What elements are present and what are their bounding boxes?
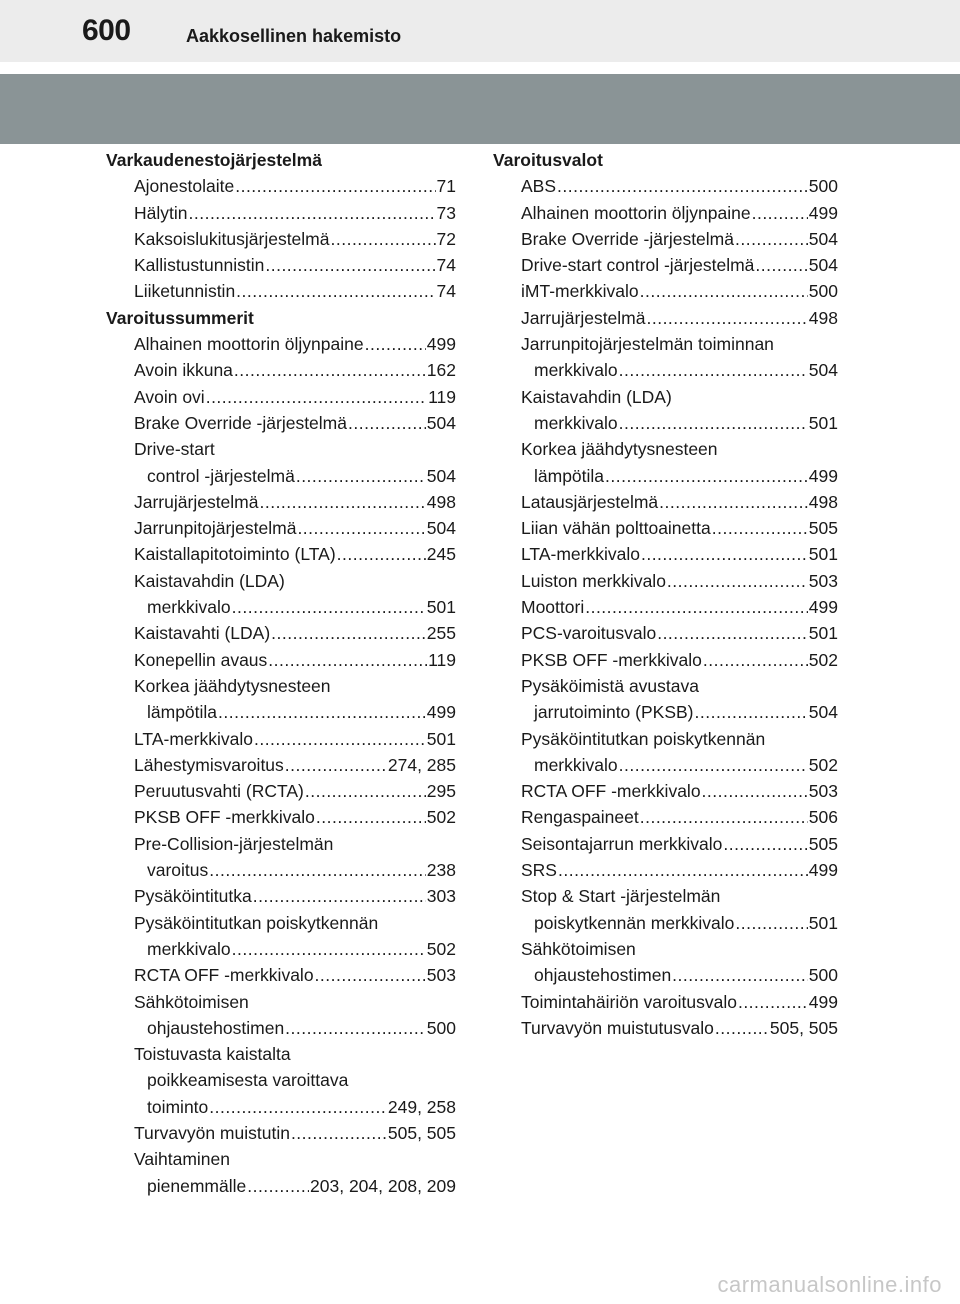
entry-text: LTA-merkkivalo xyxy=(134,728,253,749)
leader-dots xyxy=(640,804,808,830)
index-entry xyxy=(493,357,838,383)
page-reference: 74 xyxy=(436,281,456,302)
index-entry xyxy=(106,173,456,199)
page-reference: 502 xyxy=(808,754,838,775)
leader-dots xyxy=(247,1173,309,1199)
page-reference: 503 xyxy=(808,570,838,591)
entry-text: jarrutoiminto (PKSB) xyxy=(534,702,694,723)
index-entry xyxy=(106,515,456,541)
entry-text: Rengaspaineet xyxy=(521,807,639,828)
leader-dots xyxy=(209,857,426,883)
page-reference: 274, 285 xyxy=(387,754,456,775)
entry-text: Avoin ovi xyxy=(134,386,205,407)
leader-dots xyxy=(206,384,427,410)
entry-text: Luiston merkkivalo xyxy=(521,570,666,591)
leader-dots xyxy=(641,541,808,567)
page-reference: 498 xyxy=(808,491,838,512)
entry-text: Lähestymisvaroitus xyxy=(134,754,284,775)
section-title: Aakkosellinen hakemisto xyxy=(186,26,402,46)
leader-dots xyxy=(619,410,808,436)
index-entry xyxy=(493,620,838,646)
index-entry xyxy=(106,620,456,646)
entry-text: Kallistustunnistin xyxy=(134,255,265,276)
index-heading xyxy=(493,147,838,173)
entry-text: poikkeamisesta varoittava xyxy=(147,1070,349,1091)
page-reference: 295 xyxy=(426,781,456,802)
index-entry xyxy=(493,910,838,936)
entry-text: Pysäköintitutkan poiskytkennän xyxy=(134,912,379,933)
leader-dots xyxy=(365,331,426,357)
leader-dots xyxy=(297,515,425,541)
index-entry xyxy=(106,883,456,909)
index-entry-continuation xyxy=(106,568,456,594)
index-entry-continuation xyxy=(106,1067,456,1093)
entry-text: Brake Override -järjestelmä xyxy=(134,412,347,433)
entry-text: Korkea jäähdytysnesteen xyxy=(521,439,718,460)
index-entry xyxy=(106,804,456,830)
leader-dots xyxy=(703,647,808,673)
page-reference: 504 xyxy=(808,702,838,723)
index-column-right xyxy=(493,147,838,1041)
page-reference: 502 xyxy=(808,649,838,670)
index-entry xyxy=(106,936,456,962)
entry-text: merkkivalo xyxy=(534,412,618,433)
index-entry xyxy=(106,541,456,567)
leader-dots xyxy=(619,752,808,778)
index-entry xyxy=(493,1015,838,1041)
entry-text: PKSB OFF -merkkivalo xyxy=(134,807,315,828)
entry-text: merkkivalo xyxy=(534,360,618,381)
leader-dots xyxy=(695,699,808,725)
page-reference: 498 xyxy=(426,491,456,512)
entry-text: Moottori xyxy=(521,597,585,618)
index-entry-continuation xyxy=(106,673,456,699)
entry-text: Latausjärjestelmä xyxy=(521,491,659,512)
entry-text: ohjaustehostimen xyxy=(147,1017,285,1038)
index-entry xyxy=(493,804,838,830)
page-reference: 504 xyxy=(426,518,456,539)
leader-dots xyxy=(296,463,426,489)
index-entry xyxy=(106,726,456,752)
page-reference: 500 xyxy=(426,1017,456,1038)
index-entry-continuation xyxy=(106,1146,456,1172)
index-entry-continuation xyxy=(106,989,456,1015)
leader-dots xyxy=(672,962,808,988)
leader-dots xyxy=(268,647,427,673)
leader-dots xyxy=(285,1015,426,1041)
leader-dots xyxy=(712,515,808,541)
entry-text: lämpötila xyxy=(534,465,605,486)
page-reference: 72 xyxy=(436,228,456,249)
leader-dots xyxy=(755,252,807,278)
leader-dots xyxy=(735,910,807,936)
index-entry xyxy=(493,778,838,804)
leader-dots xyxy=(209,1094,387,1120)
page-reference: 499 xyxy=(808,465,838,486)
page-reference: 255 xyxy=(426,623,456,644)
page-reference: 501 xyxy=(808,412,838,433)
entry-text: Stop & Start -järjestelmän xyxy=(521,886,721,907)
index-entry-continuation xyxy=(493,331,838,357)
index-entry xyxy=(106,252,456,278)
leader-dots xyxy=(557,173,808,199)
page-reference: 499 xyxy=(808,597,838,618)
leader-dots xyxy=(316,804,426,830)
entry-text: Kaistavahti (LDA) xyxy=(134,623,271,644)
index-entry-continuation xyxy=(493,673,838,699)
index-entry xyxy=(106,410,456,436)
header-band xyxy=(0,74,960,144)
leader-dots xyxy=(640,278,808,304)
entry-text: merkkivalo xyxy=(147,938,231,959)
page-reference: 504 xyxy=(808,360,838,381)
leader-dots xyxy=(752,200,808,226)
watermark: carmanualsonline.info xyxy=(717,1272,942,1297)
index-entry xyxy=(106,778,456,804)
entry-text: Turvavyön muistutin xyxy=(134,1122,290,1143)
index-entry-continuation xyxy=(493,936,838,962)
index-entry xyxy=(106,1120,456,1146)
index-entry xyxy=(106,489,456,515)
leader-dots xyxy=(657,620,808,646)
index-entry xyxy=(493,989,838,1015)
leader-dots xyxy=(285,752,387,778)
page-reference: 502 xyxy=(426,807,456,828)
index-entry xyxy=(493,278,838,304)
page-header xyxy=(0,0,960,62)
page-reference: 73 xyxy=(436,202,456,223)
index-entry xyxy=(493,568,838,594)
index-entry xyxy=(493,252,838,278)
index-entry-continuation xyxy=(106,910,456,936)
entry-text: Alhainen moottorin öljynpaine xyxy=(134,334,364,355)
index-entry xyxy=(106,278,456,304)
entry-text: Korkea jäähdytysnesteen xyxy=(134,675,331,696)
entry-text: Ajonestolaite xyxy=(134,176,235,197)
index-entry xyxy=(106,857,456,883)
page-reference: 238 xyxy=(426,860,456,881)
leader-dots xyxy=(715,1015,769,1041)
leader-dots xyxy=(291,1120,387,1146)
index-entry xyxy=(106,1173,456,1199)
entry-text: varoitus xyxy=(147,860,209,881)
entry-text: SRS xyxy=(521,860,557,881)
page-reference: 500 xyxy=(808,176,838,197)
leader-dots xyxy=(259,489,425,515)
entry-text: Pysäköintitutka xyxy=(134,886,252,907)
index-entry xyxy=(493,594,838,620)
entry-text: PCS-varoitusvalo xyxy=(521,623,657,644)
leader-dots xyxy=(659,489,808,515)
index-heading xyxy=(106,147,456,173)
index-entry xyxy=(106,384,456,410)
entry-text: merkkivalo xyxy=(534,754,618,775)
page-reference: 501 xyxy=(808,544,838,565)
index-entry xyxy=(106,357,456,383)
page-reference: 499 xyxy=(808,860,838,881)
entry-text: Brake Override -järjestelmä xyxy=(521,228,734,249)
entry-text: iMT-merkkivalo xyxy=(521,281,639,302)
leader-dots xyxy=(254,726,426,752)
entry-text: Pysäköimistä avustava xyxy=(521,675,699,696)
leader-dots xyxy=(702,778,808,804)
entry-text: Alhainen moottorin öljynpaine xyxy=(521,202,751,223)
page-reference: 501 xyxy=(426,728,456,749)
leader-dots xyxy=(723,831,807,857)
index-entry xyxy=(106,1094,456,1120)
index-entry xyxy=(106,331,456,357)
leader-dots xyxy=(605,463,808,489)
page-reference: 499 xyxy=(426,702,456,723)
entry-text: Vaihtaminen xyxy=(134,1149,230,1170)
entry-text: LTA-merkkivalo xyxy=(521,544,640,565)
index-entry-continuation xyxy=(493,384,838,410)
page-reference: 303 xyxy=(426,886,456,907)
index-entry xyxy=(106,226,456,252)
entry-text: RCTA OFF -merkkivalo xyxy=(134,965,314,986)
leader-dots xyxy=(305,778,426,804)
entry-text: Drive-start xyxy=(134,439,215,460)
entry-text: Pysäköintitutkan poiskytkennän xyxy=(521,728,766,749)
index-entry xyxy=(493,226,838,252)
entry-text: Kaksoislukitusjärjestelmä xyxy=(134,228,330,249)
page-reference: 74 xyxy=(436,255,456,276)
index-entry xyxy=(493,515,838,541)
entry-text: ABS xyxy=(521,176,557,197)
page-reference: 505, 505 xyxy=(769,1017,838,1038)
index-entry xyxy=(493,541,838,567)
entry-text: RCTA OFF -merkkivalo xyxy=(521,781,701,802)
page-reference: 245 xyxy=(426,544,456,565)
page-reference: 501 xyxy=(808,623,838,644)
page-reference: 505, 505 xyxy=(387,1122,456,1143)
page-reference: 499 xyxy=(808,202,838,223)
entry-text: Drive-start control -järjestelmä xyxy=(521,255,755,276)
leader-dots xyxy=(667,568,808,594)
index-entry xyxy=(106,699,456,725)
page-number: 600 xyxy=(82,14,131,47)
page-reference: 504 xyxy=(808,255,838,276)
leader-dots xyxy=(558,857,808,883)
entry-text: Sähkötoimisen xyxy=(134,991,249,1012)
entry-text: Hälytin xyxy=(134,202,188,223)
leader-dots xyxy=(337,541,426,567)
page-reference: 506 xyxy=(808,807,838,828)
page-reference: 503 xyxy=(808,781,838,802)
entry-text: Kaistallapitotoiminto (LTA) xyxy=(134,544,336,565)
leader-dots xyxy=(348,410,426,436)
leader-dots xyxy=(234,357,426,383)
index-entry xyxy=(493,305,838,331)
page-reference: 504 xyxy=(808,228,838,249)
leader-dots xyxy=(236,278,435,304)
leader-dots xyxy=(619,357,808,383)
leader-dots xyxy=(646,305,807,331)
entry-text: Varoitusvalot xyxy=(493,150,603,170)
index-entry xyxy=(106,200,456,226)
page-reference: 499 xyxy=(426,334,456,355)
page-reference: 502 xyxy=(426,938,456,959)
entry-text: toiminto xyxy=(147,1096,209,1117)
entry-text: Liiketunnistin xyxy=(134,281,236,302)
index-entry xyxy=(493,857,838,883)
page-reference: 503 xyxy=(426,965,456,986)
page-reference: 498 xyxy=(808,307,838,328)
entry-text: Jarrujärjestelmä xyxy=(134,491,259,512)
page-reference: 119 xyxy=(428,386,456,407)
index-entry-continuation xyxy=(106,831,456,857)
index-entry xyxy=(493,752,838,778)
entry-text: PKSB OFF -merkkivalo xyxy=(521,649,702,670)
leader-dots xyxy=(235,173,435,199)
index-entry xyxy=(493,410,838,436)
index-entry xyxy=(106,647,456,673)
entry-text: Varoitussummerit xyxy=(106,307,254,328)
entry-text: Turvavyön muistutusvalo xyxy=(521,1017,714,1038)
entry-text: Varkaudenestojärjestelmä xyxy=(106,150,322,170)
page-reference: 500 xyxy=(808,281,838,302)
index-entry xyxy=(493,200,838,226)
leader-dots xyxy=(265,252,435,278)
page-reference: 504 xyxy=(426,412,456,433)
page-reference: 501 xyxy=(808,912,838,933)
entry-text: Liian vähän polttoainetta xyxy=(521,518,711,539)
page-reference: 119 xyxy=(428,649,456,670)
leader-dots xyxy=(738,989,808,1015)
entry-text: Avoin ikkuna xyxy=(134,360,233,381)
entry-text: Konepellin avaus xyxy=(134,649,268,670)
index-entry xyxy=(106,594,456,620)
page-reference: 499 xyxy=(808,991,838,1012)
index-entry-continuation xyxy=(106,1041,456,1067)
entry-text: merkkivalo xyxy=(147,597,231,618)
leader-dots xyxy=(218,699,426,725)
index-entry-continuation xyxy=(106,436,456,462)
index-entry xyxy=(493,831,838,857)
entry-text: ohjaustehostimen xyxy=(534,965,672,986)
page-reference: 505 xyxy=(808,518,838,539)
index-column-left xyxy=(106,147,456,1199)
page-reference: 249, 258 xyxy=(387,1096,456,1117)
leader-dots xyxy=(189,200,436,226)
index-entry xyxy=(106,962,456,988)
entry-text: Toistuvasta kaistalta xyxy=(134,1044,291,1065)
entry-text: control -järjestelmä xyxy=(147,465,295,486)
entry-text: Pre-Collision-järjestelmän xyxy=(134,833,334,854)
index-entry xyxy=(493,489,838,515)
page-reference: 504 xyxy=(426,465,456,486)
entry-text: Sähkötoimisen xyxy=(521,938,636,959)
index-heading xyxy=(106,305,456,331)
entry-text: Jarrunpitojärjestelmän toiminnan xyxy=(521,334,774,355)
index-entry xyxy=(106,1015,456,1041)
entry-text: Kaistavahdin (LDA) xyxy=(134,570,285,591)
page-reference: 162 xyxy=(426,360,456,381)
entry-text: Jarrujärjestelmä xyxy=(521,307,646,328)
index-entry xyxy=(106,752,456,778)
entry-text: Toimintahäiriön varoitusvalo xyxy=(521,991,737,1012)
index-entry-continuation xyxy=(493,436,838,462)
entry-text: Seisontajarrun merkkivalo xyxy=(521,833,723,854)
entry-text: Kaistavahdin (LDA) xyxy=(521,386,672,407)
index-entry xyxy=(493,647,838,673)
leader-dots xyxy=(585,594,808,620)
index-entry-continuation xyxy=(493,726,838,752)
entry-text: Jarrunpitojärjestelmä xyxy=(134,518,297,539)
index-entry xyxy=(106,463,456,489)
entry-text: pienemmälle xyxy=(147,1175,247,1196)
page-reference: 203, 204, 208, 209 xyxy=(310,1175,456,1196)
page-reference: 71 xyxy=(436,176,456,197)
leader-dots xyxy=(271,620,426,646)
page-reference: 500 xyxy=(808,965,838,986)
page-reference: 505 xyxy=(808,833,838,854)
entry-text: lämpötila xyxy=(147,702,218,723)
leader-dots xyxy=(232,936,426,962)
entry-text: poiskytkennän merkkivalo xyxy=(534,912,735,933)
index-entry-continuation xyxy=(493,883,838,909)
leader-dots xyxy=(253,883,426,909)
index-entry xyxy=(493,962,838,988)
index-entry xyxy=(493,699,838,725)
leader-dots xyxy=(315,962,426,988)
index-entry xyxy=(493,173,838,199)
leader-dots xyxy=(735,226,808,252)
index-entry xyxy=(493,463,838,489)
leader-dots xyxy=(331,226,436,252)
entry-text: Peruutusvahti (RCTA) xyxy=(134,781,304,802)
page-reference: 501 xyxy=(426,597,456,618)
leader-dots xyxy=(232,594,426,620)
